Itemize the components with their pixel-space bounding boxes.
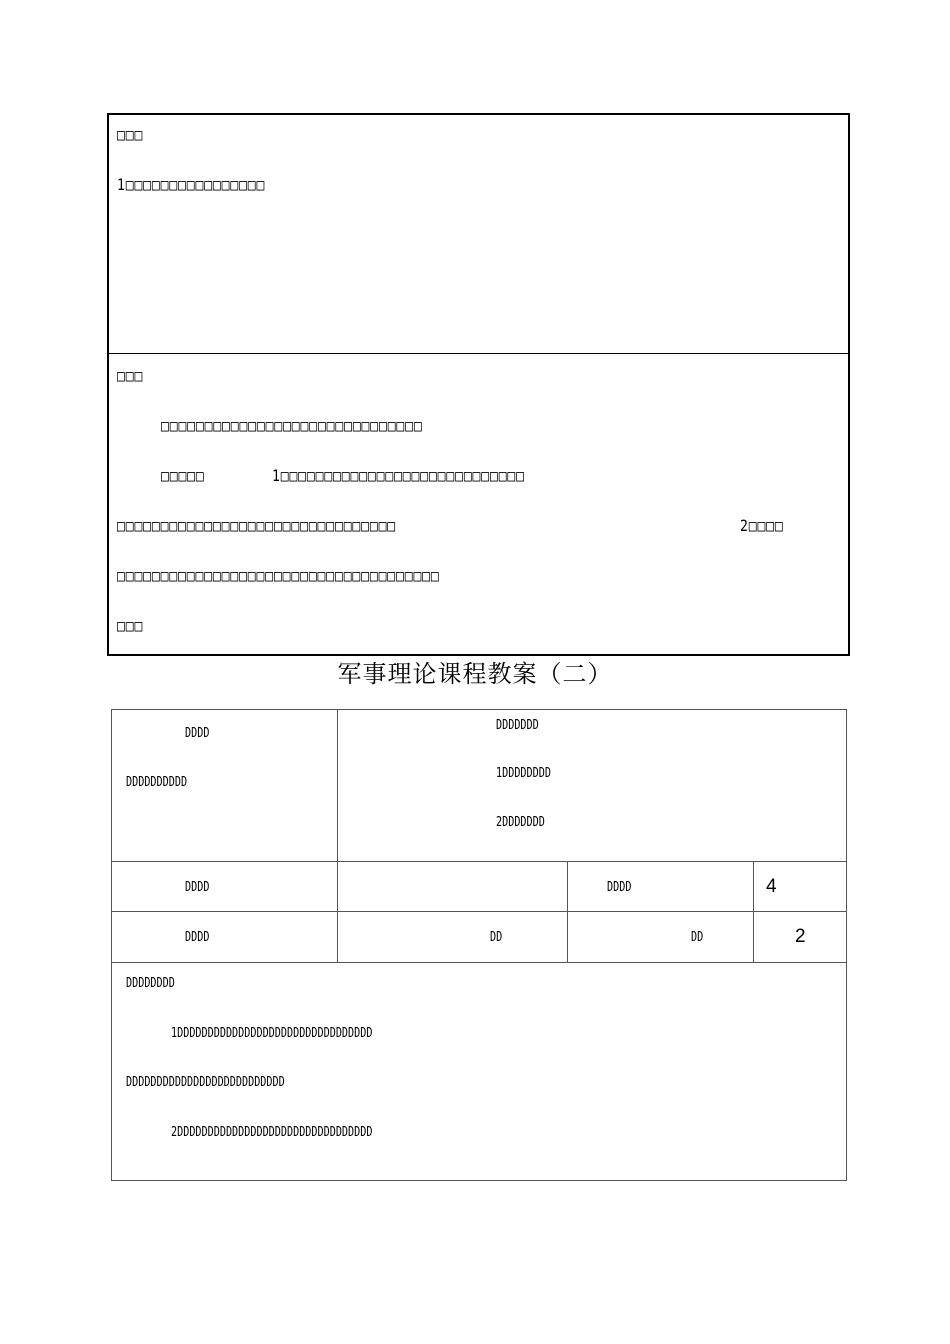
objectives-heading: DDDDDDDD: [126, 976, 175, 991]
row3-label: DDDD: [185, 930, 210, 945]
row2-value: 4: [766, 876, 777, 897]
row2-label: DDDD: [185, 880, 210, 895]
table-row-divider-1: [111, 861, 847, 862]
row2-footer: □□□: [117, 616, 144, 635]
row1-item-1: 1□□□□□□□□□□□□□□□□: [117, 175, 266, 194]
row3-value: 2: [795, 926, 806, 947]
row2-line-2-text: 1□□□□□□□□□□□□□□□□□□□□□□□□□□□□: [272, 466, 525, 485]
row2-heading: □□□: [117, 366, 144, 385]
objectives-line-2: DDDDDDDDDDDDDDDDDDDDDDDDDD: [126, 1075, 285, 1090]
cell-label-a: DDDD: [185, 726, 210, 741]
table-col-divider-3: [753, 861, 754, 962]
lesson-title: 军事理论课程教案（二）: [337, 660, 613, 688]
row1-heading: □□□: [117, 125, 144, 144]
cell-label-b: DDDDDDDDDD: [126, 775, 188, 790]
row2-line-1: □□□□□□□□□□□□□□□□□□□□□□□□□□□□□□: [161, 416, 423, 435]
table-col-divider-1: [337, 709, 338, 962]
row2-label-2: DDDD: [607, 880, 632, 895]
row2-line-3-text: □□□□□□□□□□□□□□□□□□□□□□□□□□□□□□□□: [117, 516, 397, 535]
table-col-divider-2: [567, 861, 568, 962]
topic-heading: DDDDDDD: [496, 718, 539, 733]
objectives-line-3: 2DDDDDDDDDDDDDDDDDDDDDDDDDDDDDDDD: [171, 1125, 373, 1140]
topic-item-1: 1DDDDDDDD: [496, 766, 551, 781]
row2-line-2-label: □□□□□: [161, 466, 205, 485]
topic-item-2: 2DDDDDDD: [496, 815, 545, 830]
upper-box-divider: [107, 353, 850, 354]
table-row-divider-2: [111, 911, 847, 912]
row3-label-2: DD: [691, 930, 704, 945]
row3-mid: DD: [490, 930, 503, 945]
row2-line-4: □□□□□□□□□□□□□□□□□□□□□□□□□□□□□□□□□□□□□: [117, 566, 440, 585]
objectives-line-1: 1DDDDDDDDDDDDDDDDDDDDDDDDDDDDDDDD: [171, 1026, 373, 1041]
row2-line-3-item: 2□□□□: [740, 516, 784, 535]
lesson-plan-table: [111, 709, 847, 1181]
table-row-divider-3: [111, 962, 847, 963]
